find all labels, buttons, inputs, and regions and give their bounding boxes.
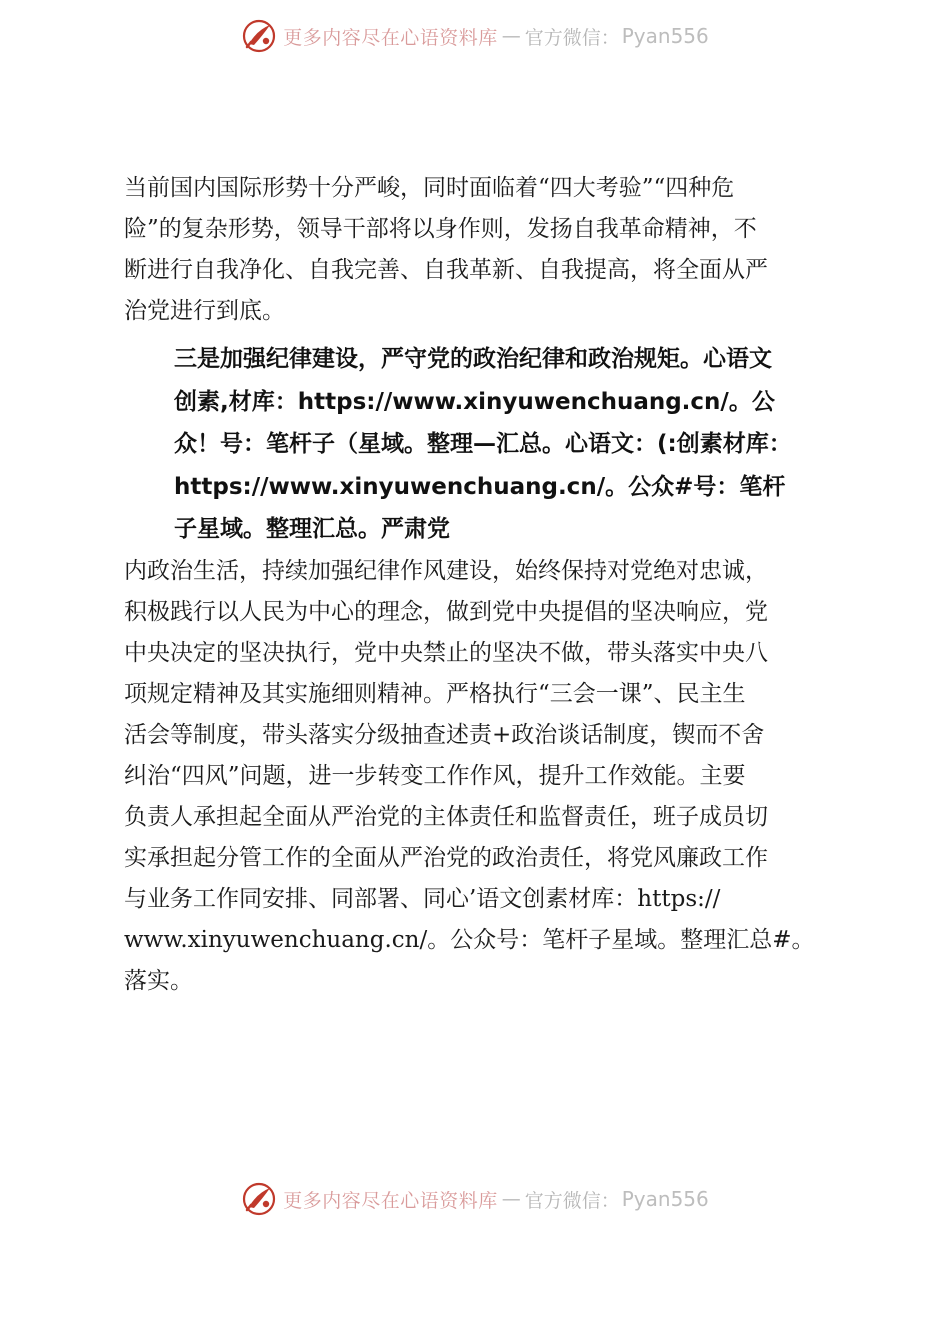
banner-text: 更多内容尽在心语资料库 — [283, 26, 498, 49]
paragraph-discipline: 内政治生活，持续加强纪律作风建设，始终保持对党绝对忠诚， 积极践行以人民为中心的理念，做到党中央提倡的坚决响应，党 中央决定的坚决执行，党中央禁止的坚决不做，带头落实中央八 项规定精神及其实施细则精神。严格执行“三会一课”、民主生 活会等制度，带头落实分级抽查述责+政治谈话制度，锲而不舍 纠治“四风”问题，进一步转变工作作风，提升工作效能。主要 负责人承担起全面从严治党的主体责任和监督责任，班子成员切 实承担起分管工作的全面从严治党的政治责任，将党风廉政工作 与业务工作同安排、同部署、同心’语文创素材库：https:// www.xinyuwenchuang.cn/。公众号：笔杆子星域。整理汇总#。 落实。 — [124, 557, 815, 994]
banner-separator: — — [501, 1188, 521, 1210]
banner-text: 更多内容尽在心语资料库 — [283, 1189, 498, 1212]
paragraph-intro: 当前国内国际形势十分严峻，同时面临着“四大考验”“四种危 险”的复杂形势，领导干部将以身作则，发扬自我革命精神，不 断进行自我净化、自我完善、自我革新、自我提高，将全面从严 治党进行到底。 — [124, 175, 768, 324]
banner-wechat-label: 官方微信： — [524, 1189, 620, 1212]
banner-wechat-id: Pyan556 — [621, 1187, 709, 1211]
banner-separator: — — [501, 25, 521, 47]
banner-wechat-label: 官方微信： — [524, 26, 620, 49]
section-heading: 三是加强纪律建设，严守党的政治纪律和政治规矩。心语文 创素,材库：https://www.xinyuwenchuang.cn/。公 众！号：笔杆子（星域。整理—汇总。心语文：(:创素材库： https://www.xinyuwenchuang.cn/。公众#号：笔杆 子星域。整理汇总。严肃党 — [174, 346, 792, 542]
brush-pen-logo-icon — [241, 18, 277, 54]
banner-wechat-id: Pyan556 — [621, 24, 709, 48]
brush-pen-logo-icon — [241, 1181, 277, 1217]
header-banner — [0, 14, 950, 58]
document-body — [124, 168, 844, 1002]
footer-banner — [0, 1177, 950, 1221]
